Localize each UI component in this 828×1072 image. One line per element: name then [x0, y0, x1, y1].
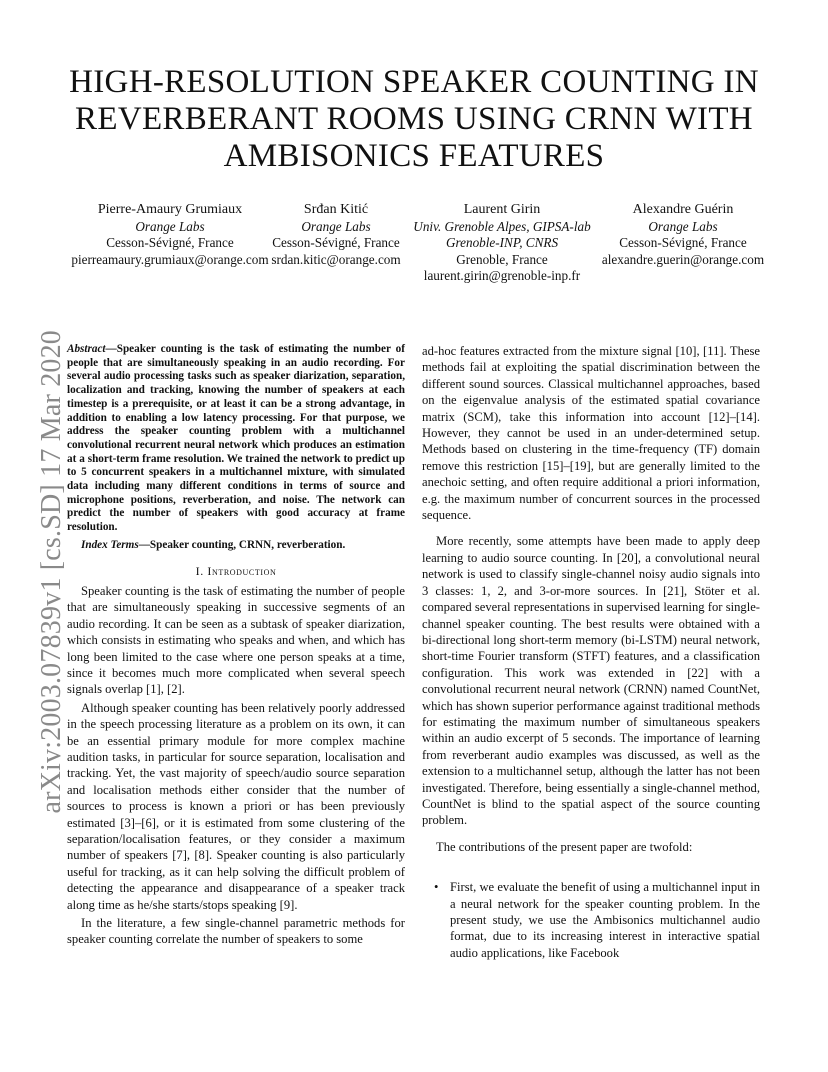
author-location: Cesson-Sévigné, France [272, 235, 400, 250]
abstract [67, 343, 405, 535]
author-2 [266, 202, 406, 268]
author-name: Srđan Kitić [303, 202, 369, 217]
author-email: pierreamaury.grumiaux@orange.com [71, 251, 269, 267]
left-column [67, 343, 405, 950]
bullet-icon: • [434, 880, 439, 895]
paragraph: Although speaker counting has been relatively poorly addressed in the speech processing literature as a problem on its own, it can be an essential primary module for more complex machine audition tasks, in particular for source separation, localisation and tracking. Yet, the vast majority of speech/audio source separation and localisation methods either consider that the number of sources to process is known a priori or has been previously estimated [3]–[6], or it is estimated from some clustering of the separation/localisation features, or they consider a maximum number of speakers [7], [8]. Speaker counting is also particularly useful for tracking, as it can help solving the difficult problem of detecting the appearance and disappearance of a speaker track along time as he/she starts/stops speaking [9]. [67, 700, 405, 912]
author-affiliation-2: Grenoble-INP, CNRS [445, 235, 559, 250]
author-location: Grenoble, France [456, 251, 548, 267]
author-name: Laurent Girin [463, 202, 541, 217]
author-email: alexandre.guerin@orange.com [601, 251, 765, 267]
paragraph: The contributions of the present paper are twofold: [436, 839, 693, 854]
author-affiliation: Univ. Grenoble Alpes, GIPSA-lab [413, 218, 591, 234]
author-email: srdan.kitic@orange.com [271, 251, 401, 267]
paragraph: More recently, some attempts have been made to apply deep learning to audio source counting. In [20], a convolutional neural network is used to classify single-channel noisy audio signals into 3 classes: 1, 2, and 3-or-more sources. In [21], Stöter et al. compared several representations in supervised learning for single-channel speaker counting. The best results were obtained with a bi-directional long short-term memory (bi-LSTM) neural network, short-time Fourier transform (STFT) features, and a classification configuration. This work was extended in [22] with a convolutional recurrent neural network (CRNN) named CountNet, which has shown superior performance against traditional methods for estimating the maximum number of simultaneous speakers within an audio excerpt of 5 seconds. The importance of learning from reverberant audio examples was discussed, as well as the extension to a multichannel setup, although the latter has not been investigated. Therefore, being essentially a single-channel method, CountNet is blind to the spatial aspect of the source counting problem. [422, 534, 760, 828]
author-location: Cesson-Sévigné, France [619, 235, 747, 250]
author-affiliation: Orange Labs [301, 218, 371, 234]
arxiv-stamp: arXiv:2003.07839v1 [cs.SD] 17 Mar 2020 [36, 330, 67, 814]
author-affiliation: Orange Labs [135, 218, 205, 234]
right-column [422, 343, 760, 961]
author-4 [598, 202, 768, 268]
author-name: Alexandre Guérin [632, 202, 734, 217]
paragraph: Speaker counting is the task of estimating the number of people that are simultaneously speaking in successive segments of an audio recording. It can be seen as a subtask of speaker diarization, which consists in estimating who speaks and when, and which has long been limited to the case where one person speaks at a time, since it becomes much more complicated when several speech signals overlap [1], [2]. [67, 583, 405, 697]
abstract-label: Abstract [67, 343, 106, 355]
paragraph: ad-hoc features extracted from the mixture signal [10], [11]. These methods fail at exploiting the spatial discrimination between the different sound sources. Classical multichannel approaches, based on the eigenvalue analysis of the estimated spatial covariance matrix (SCM), take this information into account [12]–[14]. However, they cannot be used in an under-determined setup. Methods based on clustering in the time-frequency (TF) domain remove this restriction [15]–[19], but are generally limited to the anechoic setting, and often require additional a priori information, e.g. the maximum number of concurrent sources in the processed sequence. [422, 344, 760, 523]
author-affiliation: Orange Labs [648, 218, 718, 234]
paragraph: In the literature, a few single-channel parametric methods for speaker counting correlate the number of speakers to some [67, 916, 405, 947]
author-1 [70, 202, 270, 268]
index-terms-label: Index Terms [81, 538, 139, 551]
index-terms [67, 539, 405, 553]
author-3 [412, 202, 592, 285]
section-heading: I. Introduction [195, 563, 277, 578]
author-email: laurent.girin@grenoble-inp.fr [423, 268, 581, 283]
paper-title: HIGH-RESOLUTION SPEAKER COUNTING IN REVERBERANT ROOMS USING CRNN WITH AMBISONICS FEATURES [69, 64, 759, 174]
abstract-text: —Speaker counting is the task of estimating the number of people that are simultaneously speaking in an audio recording. For several audio processing tasks such as speaker diarization, separation, localization and tracking, knowing the number of speakers at each timestep is a prerequisite, or at least it can be a strong advantage, in addition to enabling a low latency processing. For that purpose, we address the speaker counting problem with a multichannel convolutional recurrent neural network which produces an estimation at a short-term frame resolution. We trained the network to predict up to 5 concurrent speakers in a multichannel mixture, with simulated data including many different conditions in terms of source and microphone positions, reverberation, and noise. The network can predict the number of speakers with good accuracy at frame resolution. [67, 343, 405, 534]
author-name: Pierre-Amaury Grumiaux [97, 202, 243, 217]
list-item-text: First, we evaluate the benefit of using a multichannel input in a neural network for the speaker counting problem. In the present study, we use the Ambisonics multichannel audio format, due to its increasing interest in interactive spatial audio applications, like Facebook [450, 880, 760, 960]
index-terms-text: —Speaker counting, CRNN, reverberation. [138, 538, 346, 551]
author-location: Cesson-Sévigné, France [106, 235, 234, 250]
list-item [422, 879, 760, 961]
